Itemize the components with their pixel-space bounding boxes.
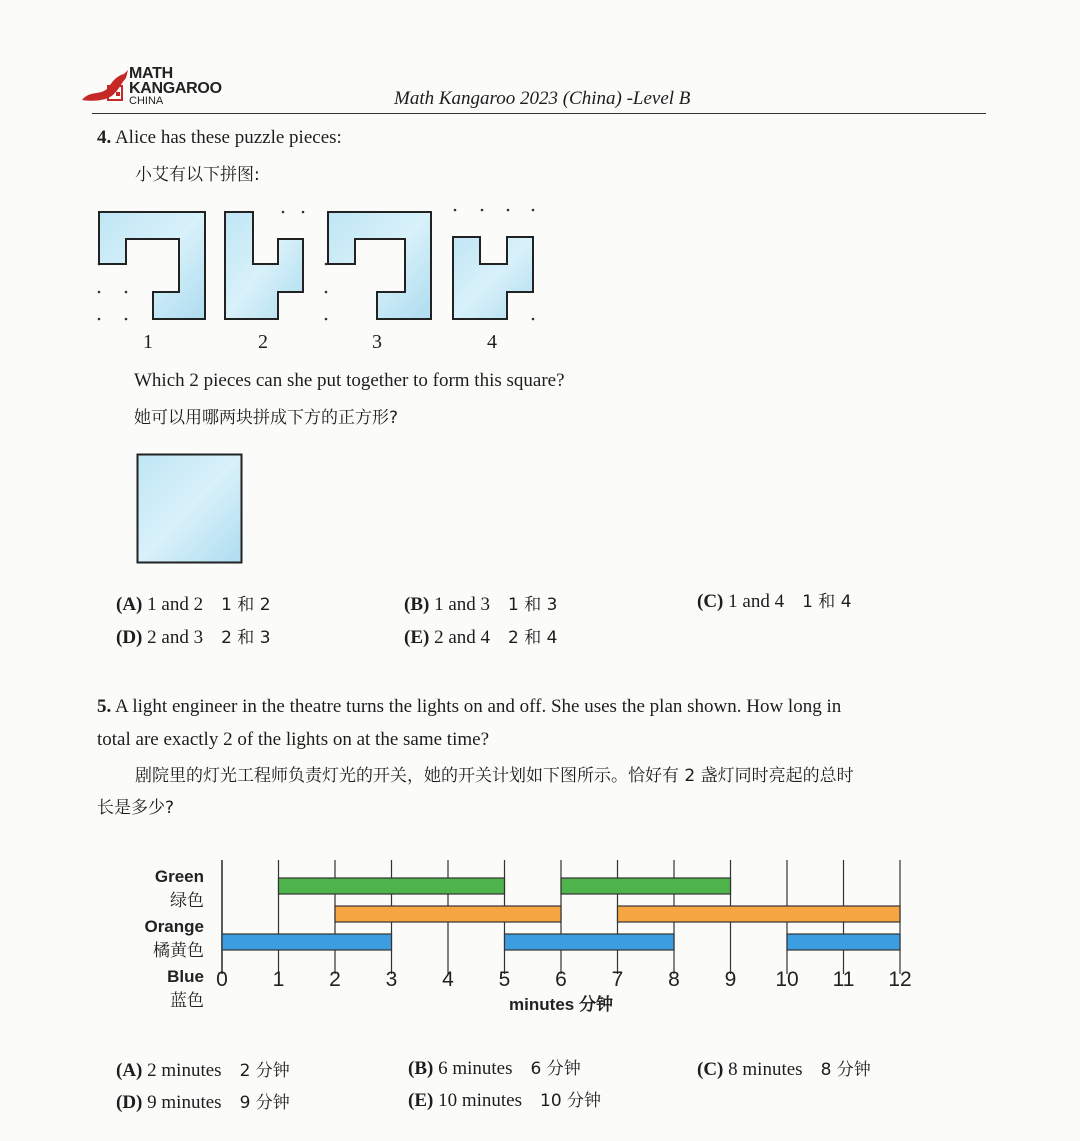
document-title: Math Kangaroo 2023 (China) -Level B <box>394 88 691 109</box>
q5-text-en-2: total are exactly 2 of the lights on at the same time? <box>97 729 490 750</box>
option-text-zh: 1 和 4 <box>802 592 852 612</box>
tick-label: 7 <box>611 968 624 991</box>
q5-text-zh-1: 剧院里的灯光工程师负责灯光的开关，她的开关计划如下图所示。恰好有 2 盏灯同时亮起的总时 <box>135 766 854 786</box>
option-text-zh: 6 分钟 <box>530 1059 581 1079</box>
target-square-figure <box>136 453 244 565</box>
legend-label-green: Green <box>154 867 204 886</box>
logo-line-3: CHINA <box>129 95 164 107</box>
legend-label-blue: Blue <box>167 967 204 986</box>
option-text-en: 2 and 4 <box>434 627 491 648</box>
option-letter: (B) <box>408 1058 434 1079</box>
q5-option-b[interactable] <box>408 1054 581 1080</box>
option-text-zh: 9 分钟 <box>239 1093 290 1113</box>
tick-label: 8 <box>668 968 680 991</box>
option-text-zh: 1 和 3 <box>508 595 558 615</box>
logo-line-2: KANGAROO <box>129 80 222 97</box>
tick-label: 6 <box>555 968 567 991</box>
legend-label-orange: Orange <box>144 917 204 936</box>
tick-label: 5 <box>498 968 511 991</box>
option-text-en: 6 minutes <box>438 1058 513 1079</box>
puzzle-piece-3 <box>328 212 431 319</box>
bar-blue <box>787 934 900 950</box>
q4-prompt-en <box>97 127 342 149</box>
q5-number: 5. <box>97 696 112 717</box>
tick-label: 12 <box>888 968 912 991</box>
legend-label-zh: 橘黄色 <box>153 941 204 960</box>
bar-orange <box>335 906 561 922</box>
q4-option-e[interactable] <box>404 623 557 649</box>
bar-blue <box>505 934 675 950</box>
tick-label: 2 <box>329 968 341 991</box>
option-text-en: 2 minutes <box>147 1060 222 1081</box>
q5-option-d[interactable] <box>116 1088 290 1114</box>
x-axis-label: minutes 分钟 <box>509 995 613 1014</box>
option-text-zh: 2 和 3 <box>221 628 271 648</box>
q4-option-a[interactable] <box>116 590 271 616</box>
option-letter: (B) <box>404 594 430 615</box>
option-text-en: 9 minutes <box>147 1092 222 1113</box>
option-letter: (C) <box>697 591 724 612</box>
tick-label: 11 <box>832 968 855 991</box>
tick-label: 9 <box>724 968 737 991</box>
q4-option-b[interactable] <box>404 590 557 616</box>
q5-option-e[interactable] <box>408 1086 601 1112</box>
option-text-en: 8 minutes <box>728 1059 803 1080</box>
piece-label-4: 4 <box>487 331 497 353</box>
option-text-en: 2 and 3 <box>147 627 204 648</box>
option-letter: (A) <box>116 1060 143 1081</box>
q5-prompt-line-1 <box>97 696 841 718</box>
kangaroo-logo-icon <box>78 66 132 108</box>
puzzle-piece-4 <box>453 237 533 319</box>
puzzle-pieces-figure <box>92 202 542 332</box>
option-letter: (D) <box>116 1092 143 1113</box>
q4-option-d[interactable] <box>116 623 271 649</box>
q4-text-zh: 小艾有以下拼图: <box>135 165 260 185</box>
option-text-zh: 10 分钟 <box>540 1091 602 1111</box>
q4-text-en: Alice has these puzzle pieces: <box>114 127 342 148</box>
option-text-zh: 8 分钟 <box>820 1060 871 1080</box>
q4-question-zh: 她可以用哪两块拼成下方的正方形? <box>134 408 399 428</box>
tick-label: 0 <box>216 968 228 991</box>
option-text-zh: 2 和 4 <box>508 628 558 648</box>
legend-label-zh: 蓝色 <box>170 991 204 1010</box>
option-text-en: 1 and 3 <box>434 594 491 615</box>
q4-option-c[interactable] <box>697 587 852 613</box>
option-text-en: 1 and 2 <box>147 594 204 615</box>
option-text-zh: 1 和 2 <box>221 595 271 615</box>
q5-option-a[interactable] <box>116 1056 290 1082</box>
option-letter: (D) <box>116 627 143 648</box>
puzzle-piece-2 <box>225 212 303 319</box>
piece-label-1: 1 <box>143 331 153 353</box>
q4-question-en: Which 2 pieces can she put together to form this square? <box>134 370 565 391</box>
tick-label: 3 <box>385 968 398 991</box>
option-text-en: 1 and 4 <box>728 591 785 612</box>
option-letter: (C) <box>697 1059 724 1080</box>
q5-text-zh-2: 长是多少? <box>97 798 175 818</box>
option-letter: (A) <box>116 594 143 615</box>
header-divider <box>92 113 986 114</box>
puzzle-piece-1 <box>99 212 205 319</box>
lights-timeline-chart <box>140 852 930 1022</box>
logo-line-1: MATH <box>129 65 173 82</box>
q5-option-c[interactable] <box>697 1055 871 1081</box>
option-text-zh: 2 分钟 <box>239 1061 290 1081</box>
tick-label: 1 <box>272 968 285 991</box>
option-letter: (E) <box>404 627 430 648</box>
bar-green <box>561 878 731 894</box>
piece-label-2: 2 <box>258 331 268 353</box>
tick-label: 4 <box>442 968 454 991</box>
bar-blue <box>222 934 392 950</box>
option-letter: (E) <box>408 1090 434 1111</box>
legend-label-zh: 绿色 <box>170 891 204 910</box>
piece-label-3: 3 <box>372 331 382 353</box>
bar-green <box>279 878 505 894</box>
option-text-en: 10 minutes <box>438 1090 522 1111</box>
q4-number: 4. <box>97 127 112 148</box>
bar-orange <box>618 906 901 922</box>
tick-label: 10 <box>775 968 799 991</box>
q5-text-en-1: A light engineer in the theatre turns the lights on and off. She uses the plan shown. How long in <box>114 696 842 717</box>
